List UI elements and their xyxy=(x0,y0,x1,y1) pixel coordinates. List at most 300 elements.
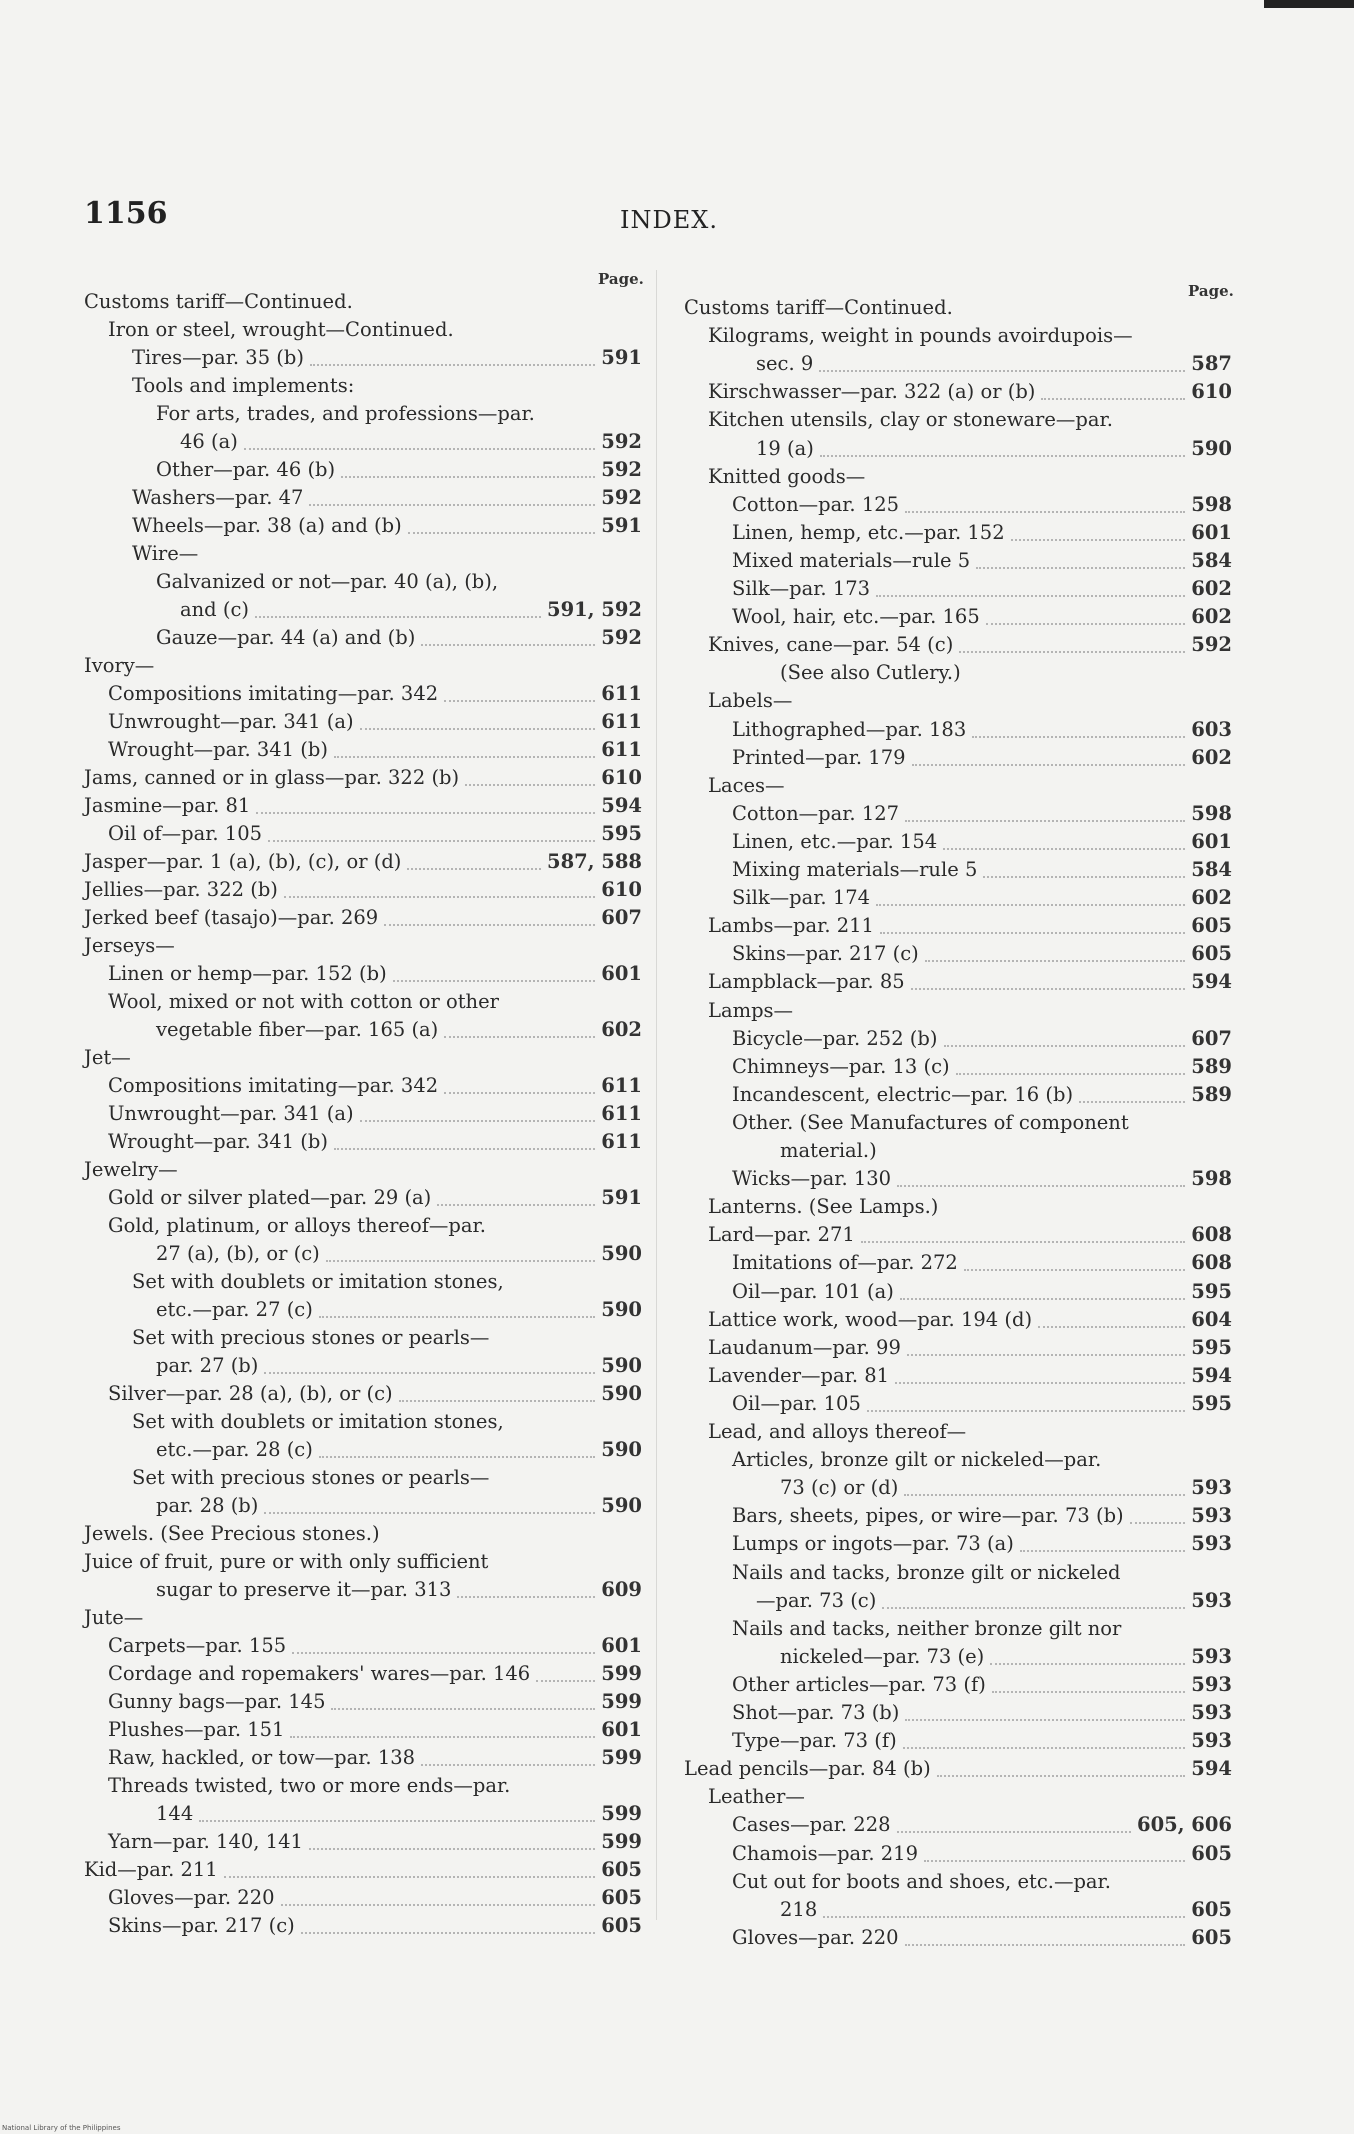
leader-dots xyxy=(284,896,595,898)
entry-text: Lampblack—par. 85 xyxy=(708,970,905,994)
entry-text: Articles, bronze gilt or nickeled—par. xyxy=(732,1448,1102,1472)
entry-text: Chimneys—par. 13 (c) xyxy=(732,1054,950,1078)
leader-dots xyxy=(319,1316,595,1318)
entry-text: Chamois—par. 219 xyxy=(732,1841,918,1865)
entry-text: Tools and implements: xyxy=(132,374,355,397)
entry-text: Other articles—par. 73 (f) xyxy=(732,1672,986,1696)
entry-page-ref: 605 xyxy=(601,1914,642,1937)
entry-page-ref: 591 xyxy=(601,346,642,369)
leader-dots xyxy=(264,1372,595,1374)
entry-page-ref: 602 xyxy=(1191,886,1232,910)
entry-page-ref: 602 xyxy=(1191,605,1232,629)
index-entry xyxy=(708,462,1232,492)
entry-page-ref: 593 xyxy=(1191,1504,1232,1528)
index-entry xyxy=(108,1687,642,1717)
leader-dots xyxy=(1079,1101,1185,1103)
index-entry xyxy=(708,377,1232,407)
entry-page-ref: 602 xyxy=(601,1018,642,1041)
index-entry xyxy=(108,1127,642,1157)
entry-text: Raw, hackled, or tow—par. 138 xyxy=(108,1746,416,1769)
entry-text: Gloves—par. 220 xyxy=(732,1925,899,1949)
index-entry xyxy=(84,931,642,961)
entry-page-ref: 602 xyxy=(1191,745,1232,769)
entry-page-ref: 605 xyxy=(1191,914,1232,938)
entry-text: —par. 73 (c) xyxy=(756,1588,877,1612)
entry-text: Linen, etc.—par. 154 xyxy=(732,829,938,853)
entry-text: Gunny bags—par. 145 xyxy=(108,1690,326,1713)
entry-text: Lavender—par. 81 xyxy=(708,1363,890,1387)
entry-text: Compositions imitating—par. 342 xyxy=(108,682,439,705)
entry-text: Jewels. (See Precious stones.) xyxy=(84,1522,380,1545)
entry-page-ref: 592 xyxy=(601,430,642,453)
entry-text: Silk—par. 173 xyxy=(732,577,871,600)
entry-page-ref: 598 xyxy=(1191,492,1232,516)
entry-page-ref: 589 xyxy=(1191,1054,1232,1078)
entry-text: Other. (See Manufactures of component xyxy=(732,1110,1129,1134)
entry-text: material.) xyxy=(780,1139,877,1162)
index-entry xyxy=(108,1183,642,1213)
leader-dots xyxy=(959,651,1185,653)
entry-page-ref: 595 xyxy=(1191,1279,1232,1303)
index-entry xyxy=(132,1407,642,1437)
entry-text: Gold, platinum, or alloys thereof—par. xyxy=(108,1214,486,1237)
index-entry xyxy=(708,967,1232,997)
entry-page-ref: 611 xyxy=(601,682,642,705)
entry-page-ref: 611 xyxy=(601,1102,642,1125)
leader-dots xyxy=(309,504,595,506)
entry-text: Cordage and ropemakers' wares—par. 146 xyxy=(108,1662,531,1685)
leader-dots xyxy=(399,1400,596,1402)
index-entry xyxy=(108,1771,642,1801)
index-entry xyxy=(132,539,642,569)
leader-dots xyxy=(360,728,596,730)
leader-dots xyxy=(465,784,595,786)
leader-dots xyxy=(983,876,1185,878)
leader-dots xyxy=(326,1260,596,1262)
index-entry xyxy=(732,1024,1232,1054)
leader-dots xyxy=(905,1944,1186,1946)
entry-text: Lambs—par. 211 xyxy=(708,914,874,938)
index-entry xyxy=(132,371,642,401)
column-divider xyxy=(656,270,657,1920)
entry-text: Jellies—par. 322 (b) xyxy=(84,878,278,901)
entry-text: Jute— xyxy=(84,1606,144,1629)
index-entry xyxy=(132,1463,642,1493)
index-entry xyxy=(732,1501,1232,1531)
entry-page-ref: 593 xyxy=(1191,1532,1232,1556)
entry-page-ref: 590 xyxy=(601,1242,642,1265)
entry-text: Lead pencils—par. 84 (b) xyxy=(684,1757,931,1781)
entry-page-ref: 601 xyxy=(1191,520,1232,544)
entry-text: 19 (a) xyxy=(756,436,814,460)
index-entry xyxy=(156,567,642,597)
leader-dots xyxy=(457,1596,595,1598)
entry-text: par. 28 (b) xyxy=(156,1494,259,1517)
index-entry xyxy=(732,1108,1232,1138)
entry-page-ref: 592 xyxy=(1191,633,1232,657)
leader-dots xyxy=(925,960,1186,962)
entry-text: Printed—par. 179 xyxy=(732,745,906,769)
index-entry xyxy=(708,321,1232,351)
scan-corner-mark xyxy=(1264,0,1354,8)
entry-text: Gloves—par. 220 xyxy=(108,1886,275,1909)
entry-text: Galvanized or not—par. 40 (a), (b), xyxy=(156,570,499,593)
entry-text: Washers—par. 47 xyxy=(132,486,304,509)
index-entry xyxy=(732,1614,1232,1644)
entry-page-ref: 604 xyxy=(1191,1307,1232,1331)
entry-page-ref: 608 xyxy=(1191,1223,1232,1247)
entry-page-ref: 601 xyxy=(601,1718,642,1741)
leader-dots xyxy=(972,736,1185,738)
leader-dots xyxy=(907,1354,1185,1356)
index-entry xyxy=(108,315,642,345)
leader-dots xyxy=(990,1663,1185,1665)
entry-text: Juice of fruit, pure or with only sufficient xyxy=(84,1550,489,1573)
entry-text: Threads twisted, two or more ends—par. xyxy=(108,1774,511,1797)
index-entry xyxy=(732,1445,1232,1475)
leader-dots xyxy=(905,1719,1185,1721)
index-entry xyxy=(84,287,642,317)
entry-text: (See also Cutlery.) xyxy=(780,661,961,685)
entry-text: Set with precious stones or pearls— xyxy=(132,1326,490,1349)
entry-text: Silver—par. 28 (a), (b), or (c) xyxy=(108,1382,393,1405)
index-entry xyxy=(108,735,642,765)
index-entry xyxy=(732,1923,1232,1953)
leader-dots xyxy=(861,1241,1185,1243)
index-entry xyxy=(708,996,1232,1026)
leader-dots xyxy=(895,1382,1185,1384)
leader-dots xyxy=(341,476,595,478)
entry-page-ref: 590 xyxy=(1191,436,1232,460)
index-entry xyxy=(732,1839,1232,1869)
index-entry xyxy=(108,1379,642,1409)
entry-text: Laces— xyxy=(708,773,785,797)
entry-text: etc.—par. 28 (c) xyxy=(156,1438,313,1461)
index-entry xyxy=(732,1726,1232,1756)
entry-text: Lattice work, wood—par. 194 (d) xyxy=(708,1307,1033,1331)
entry-text: vegetable fiber—par. 165 (a) xyxy=(156,1018,439,1041)
index-entry xyxy=(180,595,642,625)
entry-text: Lard—par. 271 xyxy=(708,1223,855,1247)
entry-text: Bicycle—par. 252 (b) xyxy=(732,1026,938,1050)
entry-text: 73 (c) or (d) xyxy=(780,1476,899,1500)
index-entry xyxy=(84,1155,642,1185)
entry-page-ref: 599 xyxy=(601,1690,642,1713)
leader-dots xyxy=(964,1269,1185,1271)
entry-page-ref: 601 xyxy=(601,1634,642,1657)
entry-page-ref: 587 xyxy=(1191,352,1232,376)
index-entry xyxy=(708,686,1232,716)
index-entry xyxy=(156,455,642,485)
index-entry xyxy=(732,799,1232,829)
entry-page-ref: 590 xyxy=(601,1438,642,1461)
leader-dots xyxy=(437,1204,595,1206)
entry-page-ref: 599 xyxy=(601,1830,642,1853)
entry-text: Unwrought—par. 341 (a) xyxy=(108,710,354,733)
entry-page-ref: 608 xyxy=(1191,1251,1232,1275)
entry-page-ref: 594 xyxy=(1191,1757,1232,1781)
entry-text: Set with doublets or imitation stones, xyxy=(132,1410,504,1433)
index-entry xyxy=(780,1136,1232,1166)
leader-dots xyxy=(264,1512,595,1514)
leader-dots xyxy=(1041,398,1185,400)
entry-page-ref: 611 xyxy=(601,1074,642,1097)
leader-dots xyxy=(224,1876,596,1878)
index-entry xyxy=(84,1603,642,1633)
entry-text: Oil of—par. 105 xyxy=(108,822,263,845)
entry-text: Wicks—par. 130 xyxy=(732,1167,892,1191)
index-entry xyxy=(156,1575,642,1605)
entry-text: Unwrought—par. 341 (a) xyxy=(108,1102,354,1125)
entry-text: 144 xyxy=(156,1802,194,1825)
entry-text: sec. 9 xyxy=(756,352,814,376)
index-entry xyxy=(756,434,1232,464)
leader-dots xyxy=(924,1860,1185,1862)
index-entry xyxy=(156,1015,642,1045)
leader-dots xyxy=(823,1916,1185,1918)
entry-text: Mixed materials—rule 5 xyxy=(732,548,971,572)
entry-text: Wheels—par. 38 (a) and (b) xyxy=(132,514,402,537)
index-entry xyxy=(108,1631,642,1661)
entry-page-ref: 584 xyxy=(1191,858,1232,881)
leader-dots xyxy=(310,364,595,366)
index-entry xyxy=(108,1883,642,1913)
entry-page-ref: 594 xyxy=(1191,1363,1232,1387)
entry-page-ref: 610 xyxy=(601,878,642,901)
entry-page-ref: 593 xyxy=(1191,1588,1232,1612)
entry-page-ref: 610 xyxy=(601,766,642,789)
entry-text: Customs tariff—Continued. xyxy=(84,290,353,313)
entry-page-ref: 605 xyxy=(601,1886,642,1909)
index-entry xyxy=(780,1473,1232,1503)
index-entry xyxy=(84,1043,642,1073)
leader-dots xyxy=(421,644,595,646)
leader-dots xyxy=(444,700,595,702)
leader-dots xyxy=(867,1410,1185,1412)
entry-page-ref: 593 xyxy=(1191,1729,1232,1753)
index-entry xyxy=(108,819,642,849)
leader-dots xyxy=(880,932,1185,934)
leader-dots xyxy=(407,868,541,870)
index-entry xyxy=(156,1491,642,1521)
index-entry xyxy=(732,518,1232,548)
leader-dots xyxy=(1020,1550,1185,1552)
index-entry xyxy=(708,1192,1232,1222)
index-entry xyxy=(756,1586,1232,1616)
leader-dots xyxy=(900,1298,1185,1300)
index-entry xyxy=(708,1417,1232,1447)
entry-text: Skins—par. 217 (c) xyxy=(732,942,919,966)
entry-text: Kilograms, weight in pounds avoirdupois— xyxy=(708,324,1133,348)
index-entry xyxy=(132,1267,642,1297)
index-entry xyxy=(108,1911,642,1941)
entry-text: nickeled—par. 73 (e) xyxy=(780,1644,985,1668)
entry-text: Jerked beef (tasajo)—par. 269 xyxy=(84,906,379,929)
index-entry xyxy=(708,1305,1232,1335)
leader-dots xyxy=(444,1036,595,1038)
index-entry xyxy=(732,939,1232,969)
entry-text: Skins—par. 217 (c) xyxy=(108,1914,295,1937)
index-entry xyxy=(84,875,642,905)
leader-dots xyxy=(536,1680,595,1682)
index-entry xyxy=(708,1361,1232,1391)
index-entry xyxy=(732,1810,1232,1840)
entry-page-ref: 611 xyxy=(601,738,642,761)
entry-text: Lamps— xyxy=(708,998,794,1022)
leader-dots xyxy=(992,1691,1185,1693)
leader-dots xyxy=(897,1831,1131,1833)
leader-dots xyxy=(937,1775,1186,1777)
entry-text: Kitchen utensils, clay or stoneware—par. xyxy=(708,408,1113,432)
index-entry xyxy=(732,715,1232,745)
index-entry xyxy=(132,1323,642,1353)
entry-page-ref: 590 xyxy=(601,1354,642,1377)
leader-dots xyxy=(876,595,1185,597)
leader-dots xyxy=(444,1092,595,1094)
index-entry xyxy=(732,602,1232,632)
entry-page-ref: 605 xyxy=(1191,942,1232,966)
entry-text: Jasper—par. 1 (a), (b), (c), or (d) xyxy=(84,850,402,873)
leader-dots xyxy=(1038,1326,1185,1328)
leader-dots xyxy=(331,1708,595,1710)
leader-dots xyxy=(819,370,1185,372)
index-entry xyxy=(108,1211,642,1241)
leader-dots xyxy=(334,756,595,758)
leader-dots xyxy=(904,1494,1185,1496)
entry-page-ref: 595 xyxy=(1191,1335,1232,1359)
entry-text: Shot—par. 73 (b) xyxy=(732,1701,900,1724)
entry-text: Jasmine—par. 81 xyxy=(84,794,251,817)
entry-page-ref: 602 xyxy=(1191,577,1232,600)
index-entry xyxy=(732,490,1232,520)
entry-page-ref: 599 xyxy=(601,1662,642,1685)
index-entry xyxy=(156,1239,642,1269)
index-entry xyxy=(84,763,642,793)
leader-dots xyxy=(408,532,596,534)
index-entry xyxy=(708,1333,1232,1363)
index-entry xyxy=(156,399,642,429)
entry-text: Lead, and alloys thereof— xyxy=(708,1420,967,1443)
entry-text: Nails and tacks, neither bronze gilt nor xyxy=(732,1616,1122,1640)
index-entry xyxy=(108,679,642,709)
scan-footer: National Library of the Philippines xyxy=(2,2124,121,2132)
entry-text: Customs tariff—Continued. xyxy=(684,296,953,319)
entry-text: Plushes—par. 151 xyxy=(108,1718,285,1741)
index-entry xyxy=(156,623,642,653)
index-entry xyxy=(156,1799,642,1829)
index-entry xyxy=(708,405,1232,435)
entry-text: Bars, sheets, pipes, or wire—par. 73 (b) xyxy=(732,1504,1124,1528)
entry-text: Ivory— xyxy=(84,654,155,677)
entry-text: Other—par. 46 (b) xyxy=(156,458,336,481)
index-entry xyxy=(108,1715,642,1745)
entry-page-ref: 598 xyxy=(1191,1167,1232,1191)
leader-dots xyxy=(301,1932,596,1934)
entry-text: Imitations of—par. 272 xyxy=(732,1251,958,1275)
running-head: INDEX. xyxy=(620,206,718,234)
index-entry xyxy=(84,651,642,681)
entry-page-ref: 593 xyxy=(1191,1644,1232,1668)
index-entry xyxy=(708,1220,1232,1250)
index-entry xyxy=(780,658,1232,688)
entry-page-ref: 584 xyxy=(1191,548,1232,572)
leader-dots xyxy=(882,1607,1185,1609)
entry-text: Wrought—par. 341 (b) xyxy=(108,1130,328,1153)
entry-page-ref: 609 xyxy=(601,1578,642,1601)
index-entry xyxy=(732,1529,1232,1559)
entry-text: Jet— xyxy=(84,1046,131,1069)
index-entry xyxy=(708,911,1232,941)
entry-text: 218 xyxy=(780,1897,818,1921)
leader-dots xyxy=(911,988,1186,990)
entry-page-ref: 601 xyxy=(601,962,642,985)
entry-text: Jerseys— xyxy=(84,934,175,957)
leader-dots xyxy=(956,1073,1186,1075)
index-entry xyxy=(108,1743,642,1773)
entry-page-ref: 603 xyxy=(1191,717,1232,741)
index-entry xyxy=(732,546,1232,576)
leader-dots xyxy=(421,1764,595,1766)
entry-text: Cotton—par. 125 xyxy=(732,492,900,516)
index-entry xyxy=(108,1099,642,1129)
entry-text: Knives, cane—par. 54 (c) xyxy=(708,633,954,657)
leader-dots xyxy=(912,764,1186,766)
leader-dots xyxy=(268,840,595,842)
entry-text: Compositions imitating—par. 342 xyxy=(108,1074,439,1097)
index-entry xyxy=(108,1071,642,1101)
leader-dots xyxy=(1011,539,1186,541)
entry-page-ref: 592 xyxy=(601,626,642,649)
entry-page-ref: 595 xyxy=(1191,1391,1232,1415)
entry-text: Carpets—par. 155 xyxy=(108,1634,287,1657)
entry-text: Gauze—par. 44 (a) and (b) xyxy=(156,626,416,649)
index-entry xyxy=(732,883,1232,913)
entry-text: Jams, canned or in glass—par. 322 (b) xyxy=(84,766,460,789)
entry-page-ref: 594 xyxy=(601,794,642,817)
entry-text: Silk—par. 174 xyxy=(732,886,871,910)
index-entry xyxy=(84,1519,642,1549)
index-entry xyxy=(708,630,1232,660)
entry-text: and (c) xyxy=(180,598,250,621)
index-entry xyxy=(780,1642,1232,1672)
index-entry xyxy=(732,1164,1232,1194)
index-entry xyxy=(84,847,642,877)
entry-page-ref: 598 xyxy=(1191,801,1232,825)
entry-page-ref: 592 xyxy=(601,458,642,481)
index-entry xyxy=(732,1248,1232,1278)
entry-page-ref: 591 xyxy=(601,1186,642,1209)
entry-text: Wool, mixed or not with cotton or other xyxy=(108,990,499,1013)
index-entry xyxy=(732,1389,1232,1419)
entry-page-ref: 593 xyxy=(1191,1476,1232,1500)
entry-text: Lumps or ingots—par. 73 (a) xyxy=(732,1532,1014,1556)
index-entry xyxy=(108,1827,642,1857)
entry-text: Labels— xyxy=(708,689,793,713)
index-entry xyxy=(84,1855,642,1885)
index-entry xyxy=(732,827,1232,857)
entry-page-ref: 590 xyxy=(601,1298,642,1321)
index-entry xyxy=(108,987,642,1017)
index-entry xyxy=(732,574,1232,604)
entry-page-ref: 591, 592 xyxy=(547,598,642,621)
leader-dots xyxy=(290,1736,595,1738)
page-label-right: Page. xyxy=(1188,282,1234,300)
entry-page-ref: 590 xyxy=(601,1494,642,1517)
entry-page-ref: 589 xyxy=(1191,1082,1232,1106)
entry-text: Wool, hair, etc.—par. 165 xyxy=(732,605,980,629)
entry-text: 27 (a), (b), or (c) xyxy=(156,1242,320,1265)
index-entry xyxy=(84,903,642,933)
